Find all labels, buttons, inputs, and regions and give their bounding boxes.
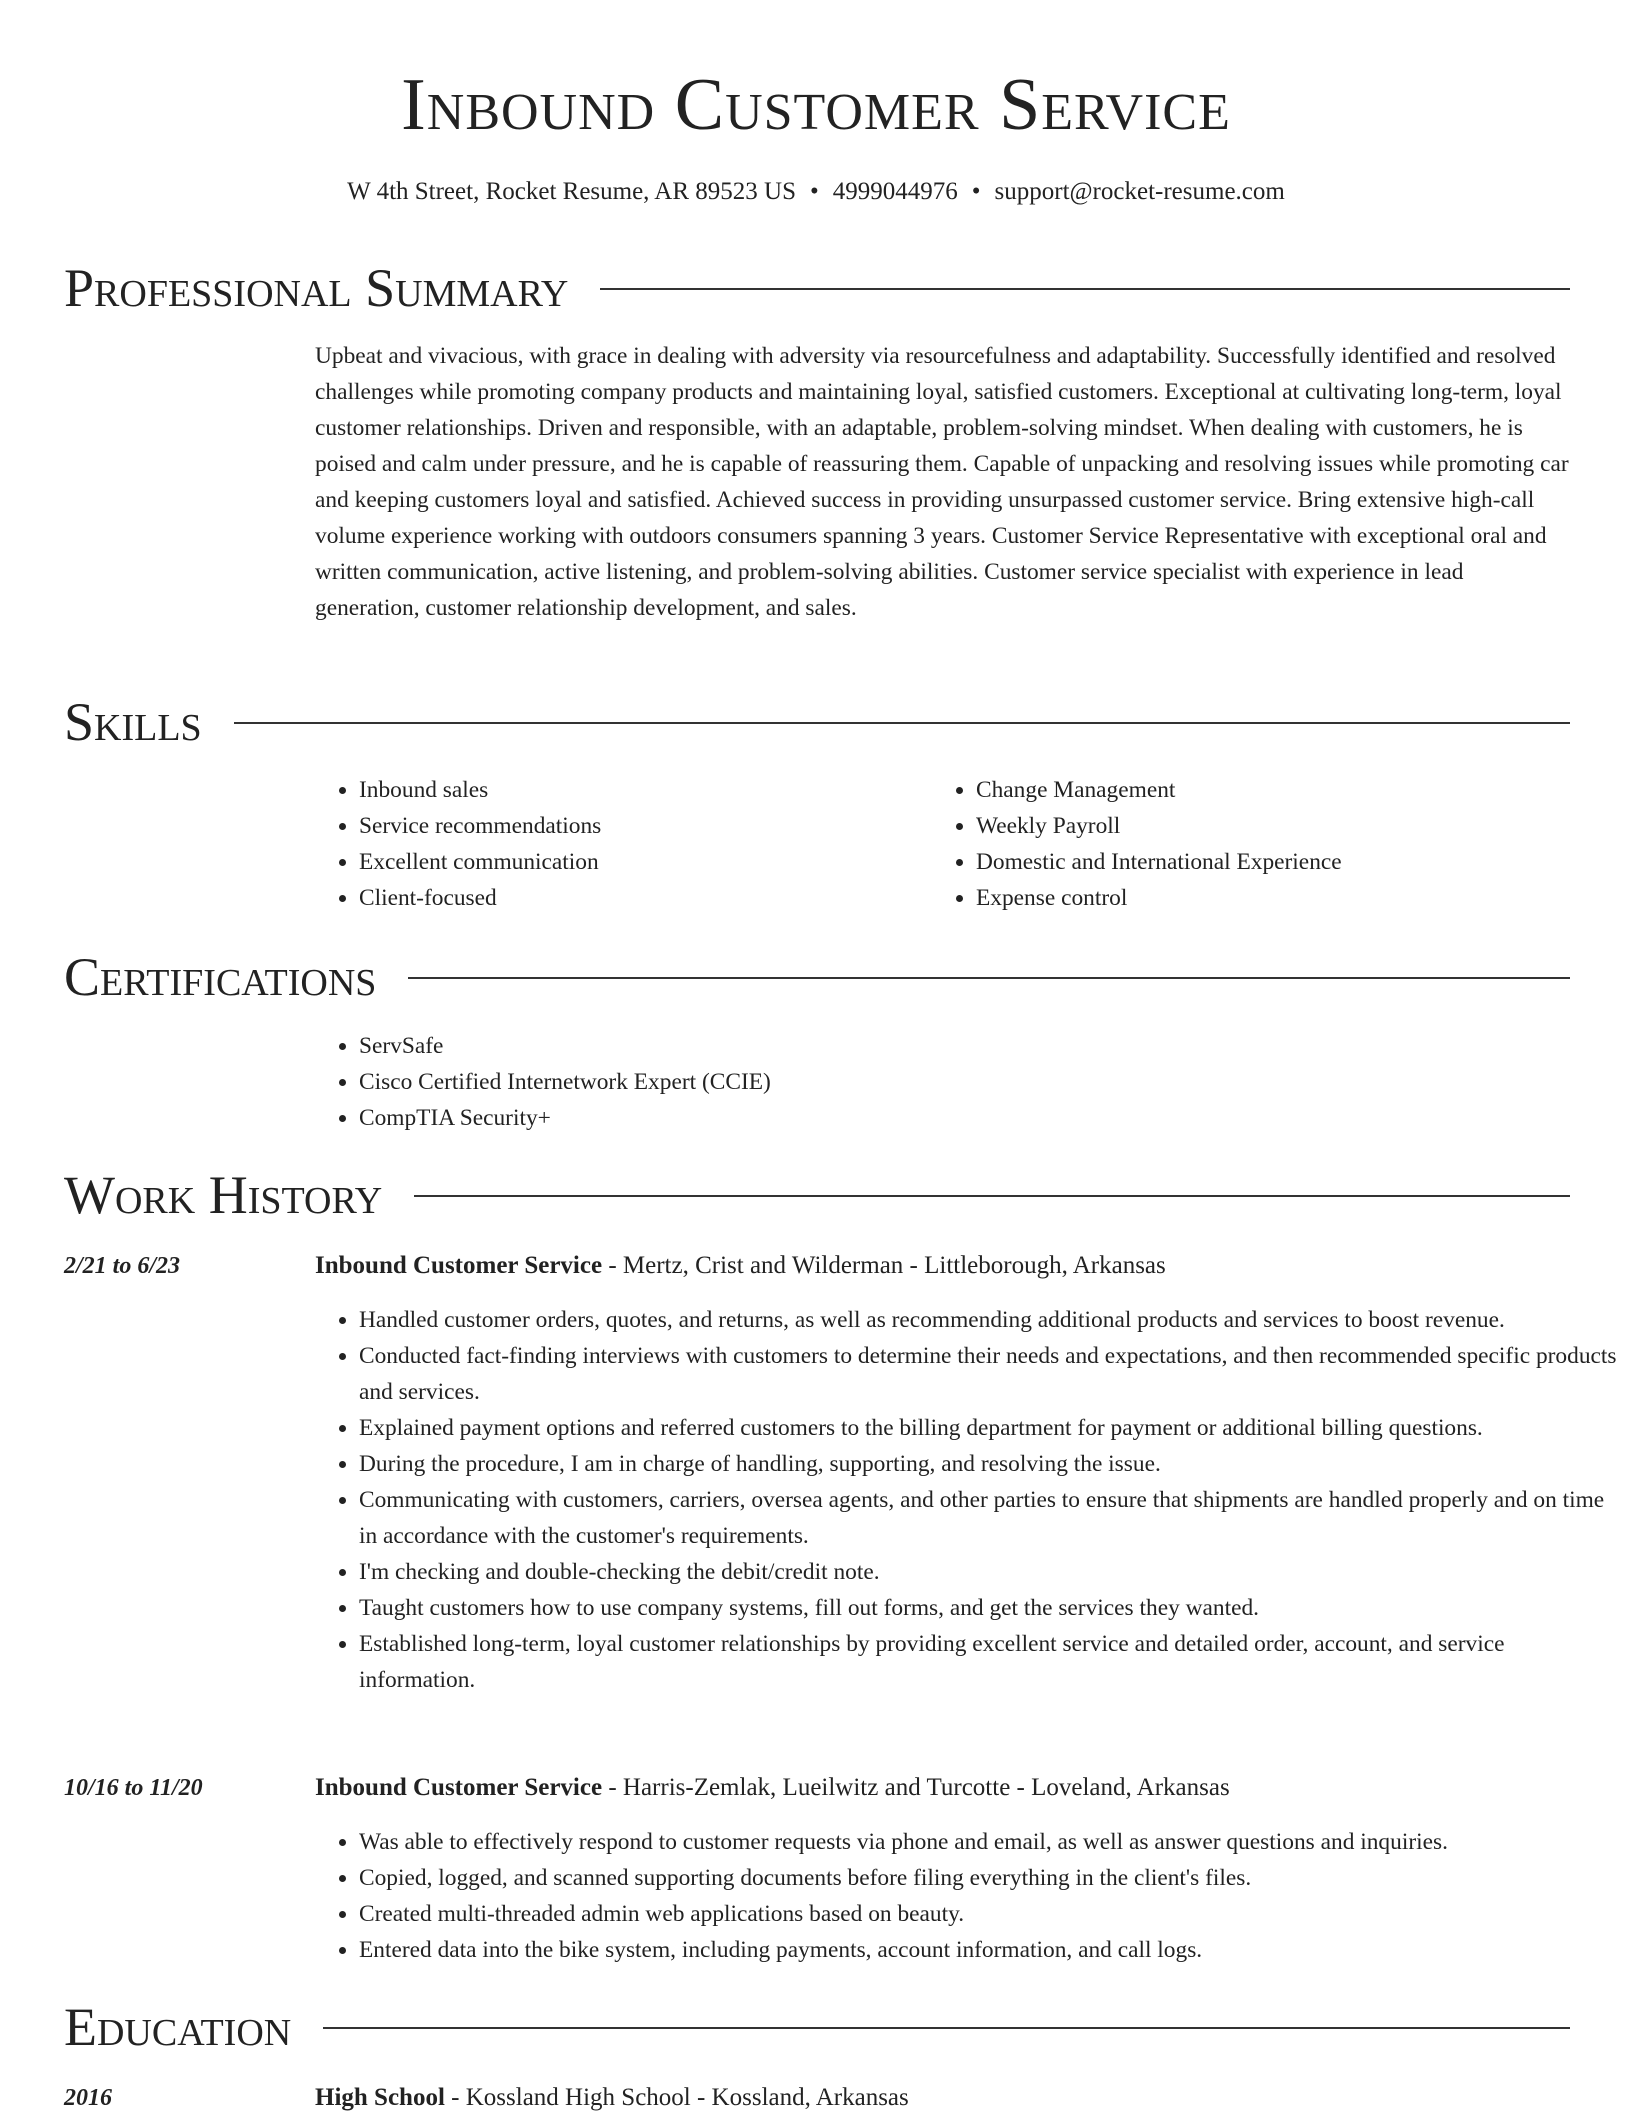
contact-phone: 4999044976 — [832, 178, 958, 205]
job-bullet: • During the procedure, I am in charge of handling, supporting, and resolving the issue. — [359, 1446, 1619, 1482]
skill-item: • Service recommendations — [359, 808, 919, 844]
section-divider — [408, 977, 1570, 979]
certifications-section-header — [64, 945, 1570, 1009]
skill-item: • Inbound sales — [359, 772, 919, 808]
summary-heading: Professional Summary — [64, 258, 569, 318]
job-bullet: • Created multi-threaded admin web applications based on beauty. — [359, 1896, 1619, 1932]
certification-item: • CompTIA Security+ — [359, 1100, 1614, 1136]
section-divider — [414, 1195, 1570, 1197]
section-divider — [600, 288, 1570, 290]
skill-item: • Excellent communication — [359, 844, 919, 880]
skill-item: • Weekly Payroll — [976, 808, 1616, 844]
work-section-header — [64, 1163, 1570, 1227]
education-heading: Education — [64, 1997, 292, 2057]
certifications-heading: Certifications — [64, 947, 377, 1007]
summary-text: Upbeat and vivacious, with grace in dealing with adversity via resourcefulness and adaptability. Successfully identified and resolved challenges while promoting company products and maintaining loyal, satisfied customers. Exceptional at cultivating long-term, loyal customer relationships. Driven and responsible, with an adaptable, problem-solving mindset. When dealing with customers, he is poised and calm under pressure, and he is capable of reassuring them. Capable of unpacking and resolving issues while promoting car and keeping customers loyal and satisfied. Achieved success in providing unsurpassed customer service. Bring extensive high-call volume experience working with outdoors consumers spanning 3 years. Customer Service Representative with exceptional oral and written communication, active listening, and problem-solving abilities. Customer service specialist with experience in lead generation, customer relationship development, and sales. — [315, 343, 1569, 621]
skills-list-right — [932, 772, 1616, 916]
section-divider — [234, 722, 1570, 724]
contact-email: support@rocket-resume.com — [994, 178, 1285, 205]
education-year: 2016 — [64, 2085, 112, 2111]
job-role: Inbound Customer Service — [315, 1774, 603, 1801]
job-bullet: • Was able to effectively respond to customer requests via phone and email, as well as answer questions and inquiries. — [359, 1824, 1619, 1860]
job-bullet: • Established long-term, loyal customer relationships by providing excellent service and detailed order, account, and service information. — [359, 1626, 1619, 1698]
contact-address: W 4th Street, Rocket Resume, AR 89523 US — [347, 178, 796, 205]
contact-separator: • — [971, 178, 981, 205]
skill-item: • Domestic and International Experience — [976, 844, 1616, 880]
job-employer: - Harris-Zemlak, Lueilwitz and Turcotte - Loveland, Arkansas — [602, 1774, 1230, 1801]
job-bullet: • Communicating with customers, carriers, oversea agents, and other parties to ensure that shipments are handled properly and on time in accordance with the customer's requirements. — [359, 1482, 1619, 1554]
job-dates: 2/21 to 6/23 — [64, 1253, 181, 1279]
resume-name: Inbound Customer Service — [401, 64, 1231, 146]
skill-item: • Expense control — [976, 880, 1616, 916]
skill-item: • Client-focused — [359, 880, 919, 916]
job-title-line — [315, 1248, 1570, 1284]
contact-line — [0, 172, 1632, 212]
education-section-header — [64, 1995, 1570, 2059]
job-dates: 10/16 to 11/20 — [64, 1775, 203, 1801]
job-bullet: • Taught customers how to use company systems, fill out forms, and get the services they wanted. — [359, 1590, 1619, 1626]
work-heading: Work History — [64, 1165, 383, 1225]
job-bullet: • Handled customer orders, quotes, and returns, as well as recommending additional products and services to boost revenue. — [359, 1302, 1619, 1338]
job-bullets — [315, 1302, 1619, 1698]
education-line — [315, 2080, 1570, 2116]
section-divider — [323, 2027, 1570, 2029]
skill-item: • Change Management — [976, 772, 1616, 808]
certifications-list — [315, 1028, 1614, 1136]
contact-separator: • — [810, 178, 819, 205]
summary-section-header — [64, 256, 1570, 320]
job-role: Inbound Customer Service — [315, 1252, 603, 1279]
education-degree: High School — [315, 2084, 445, 2111]
certification-item: • ServSafe — [359, 1028, 1614, 1064]
job-bullet: • Conducted fact-finding interviews with customers to determine their needs and expectations, and then recommended specific products and services. — [359, 1338, 1619, 1410]
job-title-line — [315, 1770, 1570, 1806]
job-employer: - Mertz, Crist and Wilderman - Littleborough, Arkansas — [602, 1252, 1166, 1279]
job-bullet: • Copied, logged, and scanned supporting documents before filing everything in the client's files. — [359, 1860, 1619, 1896]
skills-heading: Skills — [64, 692, 202, 752]
job-bullet: • Entered data into the bike system, including payments, account information, and call logs. — [359, 1932, 1619, 1968]
skills-list-left — [315, 772, 919, 916]
job-bullet: • I'm checking and double-checking the debit/credit note. — [359, 1554, 1619, 1590]
job-bullets — [315, 1824, 1619, 1968]
education-school: - Kossland High School - Kossland, Arkansas — [444, 2084, 909, 2111]
job-bullet: • Explained payment options and referred customers to the billing department for payment or additional billing questions. — [359, 1410, 1619, 1446]
skills-section-header — [64, 690, 1570, 754]
certification-item: • Cisco Certified Internetwork Expert (CCIE) — [359, 1064, 1614, 1100]
